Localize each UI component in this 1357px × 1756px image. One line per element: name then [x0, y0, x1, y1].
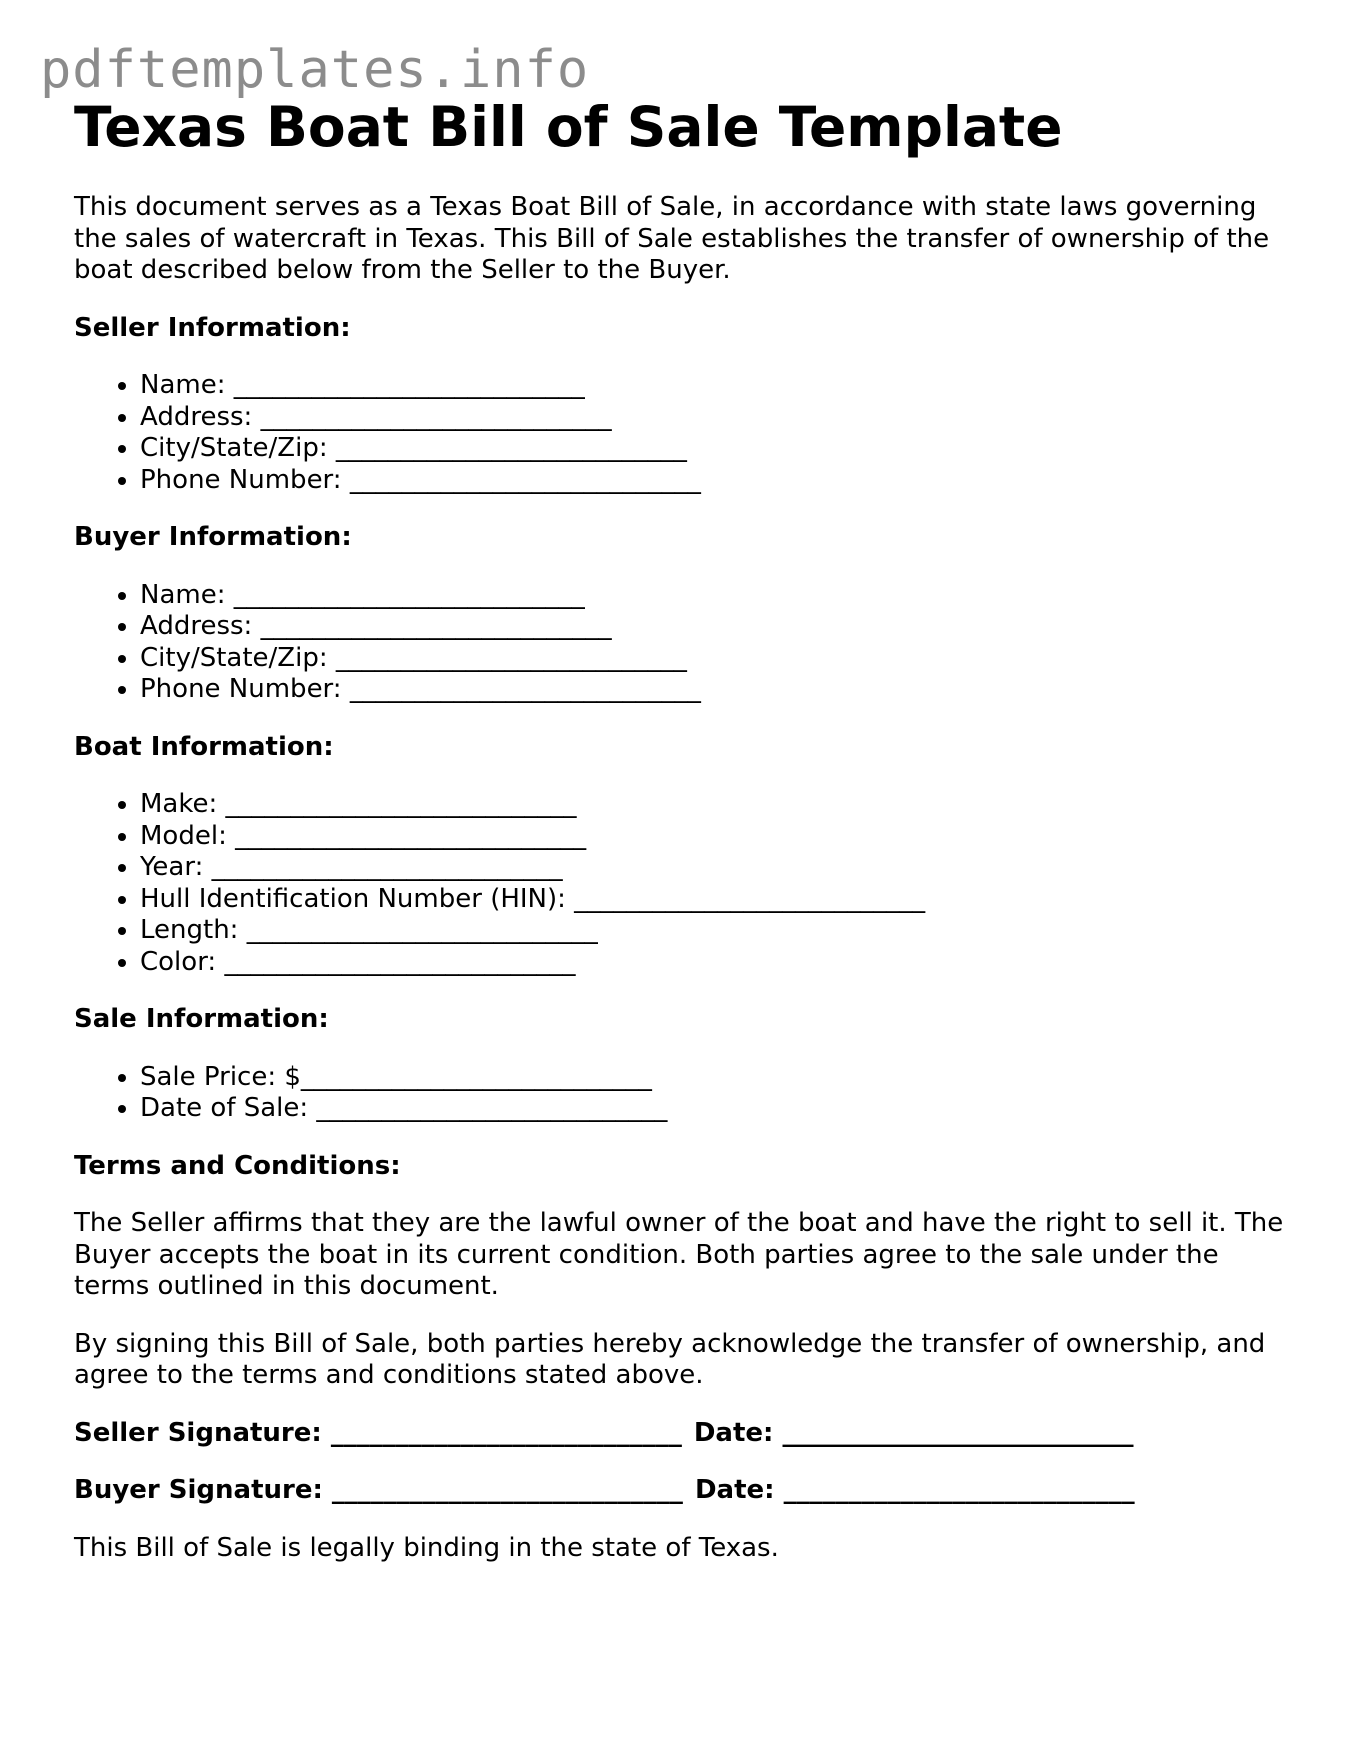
seller-signature-row — [74, 1418, 1294, 1450]
buyer-signature-field: Buyer Signature: ___________________________ — [74, 1475, 683, 1505]
sale-fields-list — [74, 1062, 1294, 1125]
buyer-signature-row — [74, 1475, 1294, 1507]
boat-length-field: • Length: ___________________________ — [140, 915, 1294, 947]
seller-name-field: • Name: ___________________________ — [140, 370, 1294, 402]
terms-heading: Terms and Conditions: — [74, 1150, 401, 1181]
acknowledgement-paragraph: By signing this Bill of Sale, both parties hereby acknowledge the transfer of ownership, and agree to the terms and conditions stated above. — [74, 1328, 1266, 1390]
boat-make-field: • Make: ___________________________ — [140, 789, 1294, 821]
sale-price-field: • Sale Price: $___________________________ — [140, 1062, 1294, 1094]
terms-paragraph: The Seller affirms that they are the lawful owner of the boat and have the right to sell it. The Buyer accepts the boat in its current condition. Both parties agree to the sale under the terms outlined in this document. — [74, 1208, 1284, 1301]
buyer-name-field: • Name: ___________________________ — [140, 580, 1294, 612]
seller-address-field: • Address: ___________________________ — [140, 402, 1294, 434]
sale-date-field: • Date of Sale: ___________________________ — [140, 1093, 1294, 1125]
footer-statement: This Bill of Sale is legally binding in the state of Texas. — [74, 1532, 779, 1563]
watermark-text: pdftemplates.info — [40, 40, 590, 100]
boat-information-heading: Boat Information: — [74, 731, 334, 762]
seller-signature-field: Seller Signature: ___________________________ — [74, 1417, 682, 1448]
boat-model-field: • Model: ___________________________ — [140, 821, 1294, 853]
buyer-address-field: • Address: ___________________________ — [140, 611, 1294, 643]
boat-color-field: • Color: ___________________________ — [140, 947, 1294, 979]
document-body — [74, 92, 1294, 1564]
buyer-signature-date-field: Date: ___________________________ — [694, 1475, 1135, 1505]
document-title: Texas Boat Bill of Sale Template — [74, 95, 1063, 159]
seller-city-state-zip-field: • City/State/Zip: ___________________________ — [140, 433, 1294, 465]
buyer-information-heading: Buyer Information: — [74, 522, 352, 552]
sale-information-heading: Sale Information: — [74, 1004, 329, 1034]
buyer-phone-field: • Phone Number: ___________________________ — [140, 674, 1294, 706]
seller-phone-field: • Phone Number: ___________________________ — [140, 465, 1294, 497]
boat-year-field: • Year: ___________________________ — [140, 852, 1294, 884]
intro-paragraph: This document serves as a Texas Boat Bill of Sale, in accordance with state laws governing the sales of watercraft in Texas. This Bill of Sale establishes the transfer of ownership of the boat described below from the Seller to the Buyer. — [74, 192, 1270, 285]
boat-hin-field: • Hull Identification Number (HIN): ___________________________ — [140, 884, 1294, 916]
buyer-city-state-zip-field: • City/State/Zip: ___________________________ — [140, 643, 1294, 675]
boat-fields-list — [74, 789, 1294, 978]
seller-information-heading: Seller Information: — [74, 312, 351, 343]
buyer-fields-list — [74, 580, 1294, 706]
seller-fields-list — [74, 370, 1294, 496]
seller-signature-date-field: Date: ___________________________ — [693, 1417, 1134, 1448]
